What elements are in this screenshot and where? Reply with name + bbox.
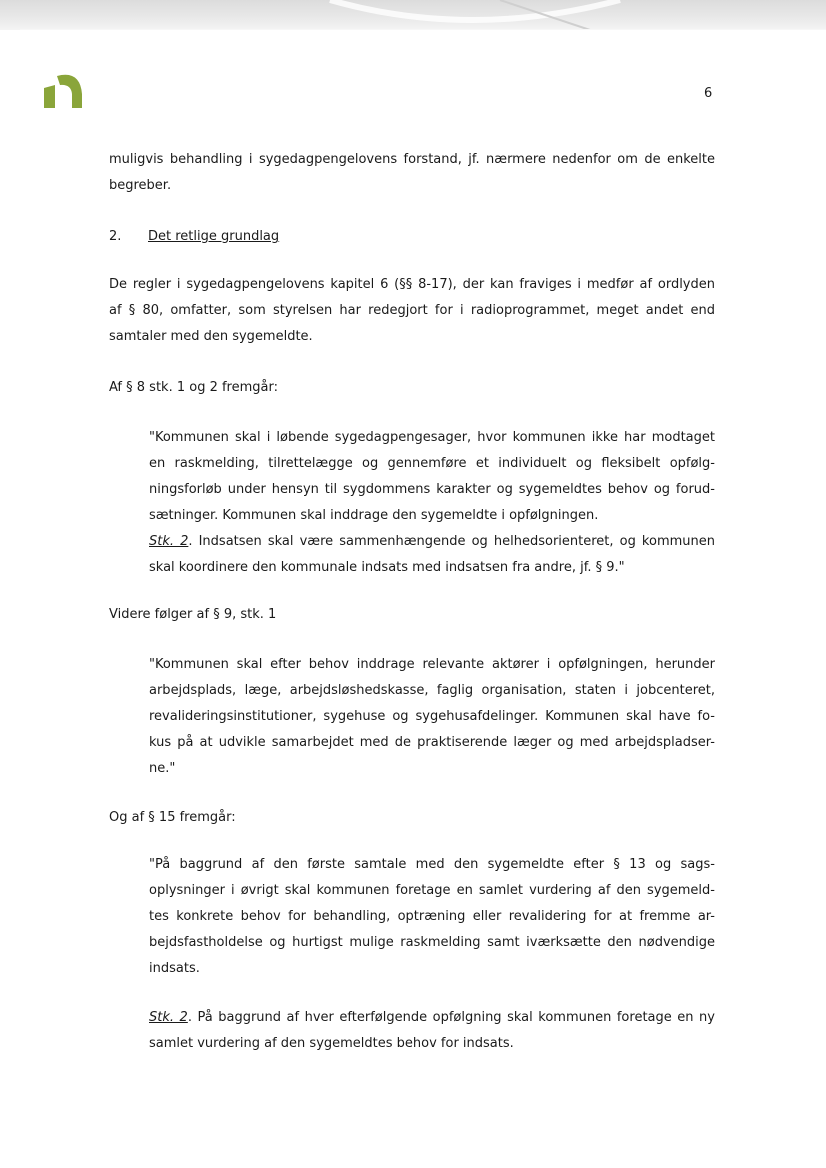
text-line: oplysninger i øvrigt skal kommunen foretage en samlet vurdering af den sygemeld- bbox=[149, 883, 715, 898]
page-number: 6 bbox=[704, 86, 713, 101]
letterhead-band bbox=[0, 0, 826, 30]
text-line: indsats. bbox=[149, 961, 200, 976]
text-line bbox=[149, 529, 715, 555]
lead-paragraph: Og af § 15 fremgår: bbox=[109, 810, 236, 825]
intro-paragraph bbox=[109, 147, 715, 199]
quote-block bbox=[149, 425, 715, 581]
text-line: begreber. bbox=[109, 178, 172, 193]
section-title: Det retlige grundlag bbox=[148, 229, 280, 244]
text-line: revalideringsinstitutioner, sygehuse og sygehusafdelinger. Kommunen skal have fo- bbox=[149, 709, 715, 724]
lead-paragraph: Af § 8 stk. 1 og 2 fremgår: bbox=[109, 380, 278, 395]
quote-block bbox=[149, 852, 715, 982]
text-line: "Kommunen skal i løbende sygedagpengesager, hvor kommunen ikke har modtaget bbox=[149, 430, 715, 445]
text-line: bejdsfastholdelse og hurtigst mulige raskmelding samt iværksætte den nødvendige bbox=[149, 935, 715, 950]
text-line: sætninger. Kommunen skal inddrage den sygemeldte i opfølgningen. bbox=[149, 508, 599, 523]
text-line: skal koordinere den kommunale indsats med indsatsen fra andre, jf. § 9." bbox=[149, 560, 625, 575]
text-line: muligvis behandling i sygedagpengelovens forstand, jf. nærmere nedenfor om de enkelte bbox=[109, 152, 715, 167]
text-line: tes konkrete behov for behandling, optræning eller revalidering for at fremme ar- bbox=[149, 909, 715, 924]
text-line: en raskmelding, tilrettelægge og gennemføre et individuelt og fleksibelt opfølg- bbox=[149, 456, 715, 471]
text-line: samlet vurdering af den sygemeldtes behov for indsats. bbox=[149, 1036, 514, 1051]
text-line: "På baggrund af den første samtale med den sygemeldte efter § 13 og sags- bbox=[149, 857, 715, 872]
stk-text: . Indsatsen skal være sammenhængende og helhedsorienteret, og kommunen bbox=[188, 534, 715, 549]
section-heading bbox=[109, 228, 279, 246]
text-line bbox=[149, 1005, 715, 1031]
section-number: 2. bbox=[109, 229, 122, 244]
text-line: ne." bbox=[149, 761, 176, 776]
text-line: samtaler med den sygemeldte. bbox=[109, 329, 313, 344]
text-line: ningsforløb under hensyn til sygdommens karakter og sygemeldtes behov og forud- bbox=[149, 482, 715, 497]
text-line: De regler i sygedagpengelovens kapitel 6 (§§ 8-17), der kan fraviges i medfør af ordlyden bbox=[109, 277, 715, 292]
body-paragraph bbox=[109, 272, 715, 350]
text-line: arbejdsplads, læge, arbejdsløshedskasse, faglig organisation, staten i jobcenteret, bbox=[149, 683, 715, 698]
stk-text: . På baggrund af hver efterfølgende opfølgning skal kommunen foretage en ny bbox=[187, 1010, 715, 1025]
letterhead-curves bbox=[0, 0, 826, 30]
text-line: kus på at udvikle samarbejdet med de praktiserende læger og med arbejdspladser- bbox=[149, 735, 715, 750]
stk-label: Stk. 2 bbox=[149, 534, 189, 549]
quote-block bbox=[149, 652, 715, 782]
stk-label: Stk. 2 bbox=[149, 1010, 188, 1025]
quote-block bbox=[149, 1005, 715, 1057]
lead-paragraph: Videre følger af § 9, stk. 1 bbox=[109, 607, 277, 622]
green-arc-logo-icon bbox=[42, 72, 84, 110]
text-line: "Kommunen skal efter behov inddrage relevante aktører i opfølgningen, herunder bbox=[149, 657, 715, 672]
text-line: af § 80, omfatter, som styrelsen har redegjort for i radioprogrammet, meget andet end bbox=[109, 303, 715, 318]
